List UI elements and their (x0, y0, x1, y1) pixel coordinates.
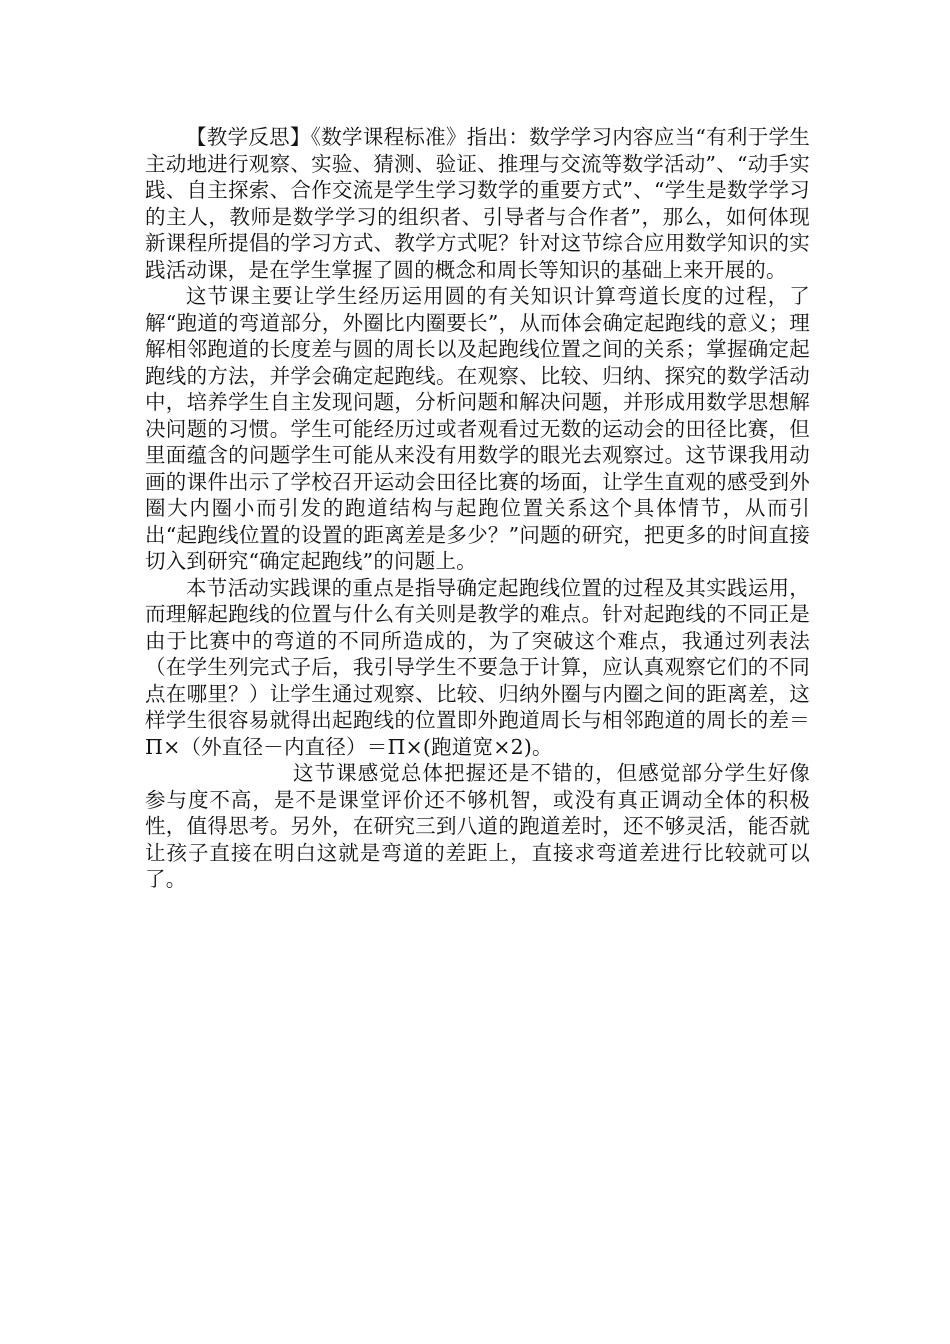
paragraph-teaching-reflection: 【教学反思】《数学课程标准》指出：数学学习内容应当“有利于学生主动地进行观察、实验、猜测、验证、推理与交流等数学活动”、“动手实践、自主探索、合作交流是学生学习数学的重要方式”、“学生是数学学习的主人，教师是数学学习的组织者、引导者与合作者”，那么，如何体现新课程所提倡的学习方式、教学方式呢？针对这节综合应用数学知识的实践活动课，是在学生掌握了圆的概念和周长等知识的基础上来开展的。 (145, 125, 810, 282)
paragraph-self-assessment: 这节课感觉总体把握还是不错的，但感觉部分学生好像参与度不高，是不是课堂评价还不够机智，或没有真正调动全体的积极性，值得思考。另外，在研究三到八道的跑道差时，还不够灵活，能否就让孩子直接在明白这就是弯道的差距上，直接求弯道差进行比较就可以了。 (145, 761, 810, 891)
paragraph-lesson-process: 这节课主要让学生经历运用圆的有关知识计算弯道长度的过程，了解“跑道的弯道部分，外圈比内圈要长”，从而体会确定起跑线的意义；理解相邻跑道的长度差与圆的周长以及起跑线位置之间的关系；掌握确定起跑线的方法，并学会确定起跑线。在观察、比较、归纳、探究的数学活动中，培养学生自主发现问题，分析问题和解决问题，并形成用数学思想解决问题的习惯。学生可能经历过或者观看过无数的运动会的田径比赛，但里面蕴含的问题学生可能从来没有用数学的眼光去观察过。这节课我用动画的课件出示了学校召开运动会田径比赛的场面，让学生直观的感受到外圈大内圈小而引发的跑道结构与起跑位置关系这个具体情节，从而引出“起跑线位置的设置的距离差是多少？”问题的研究，把更多的时间直接切入到研究“确定起跑线”的问题上。 (145, 284, 810, 573)
paragraph-key-points: 本节活动实践课的重点是指导确定起跑线位置的过程及其实践运用，而理解起跑线的位置与什么有关则是教学的难点。针对起跑线的不同正是由于比赛中的弯道的不同所造成的，为了突破这个难点，我通过列表法（在学生列完式子后，我引导学生不要急于计算，应认真观察它们的不同点在哪里？）让学生通过观察、比较、归纳外圈与内圈之间的距离差，这样学生很容易就得出起跑线的位置即外跑道周长与相邻跑道的周长的差＝Π×（外直径－内直径）＝Π×(跑道宽×2)。 (145, 575, 810, 759)
document-body (145, 124, 810, 893)
